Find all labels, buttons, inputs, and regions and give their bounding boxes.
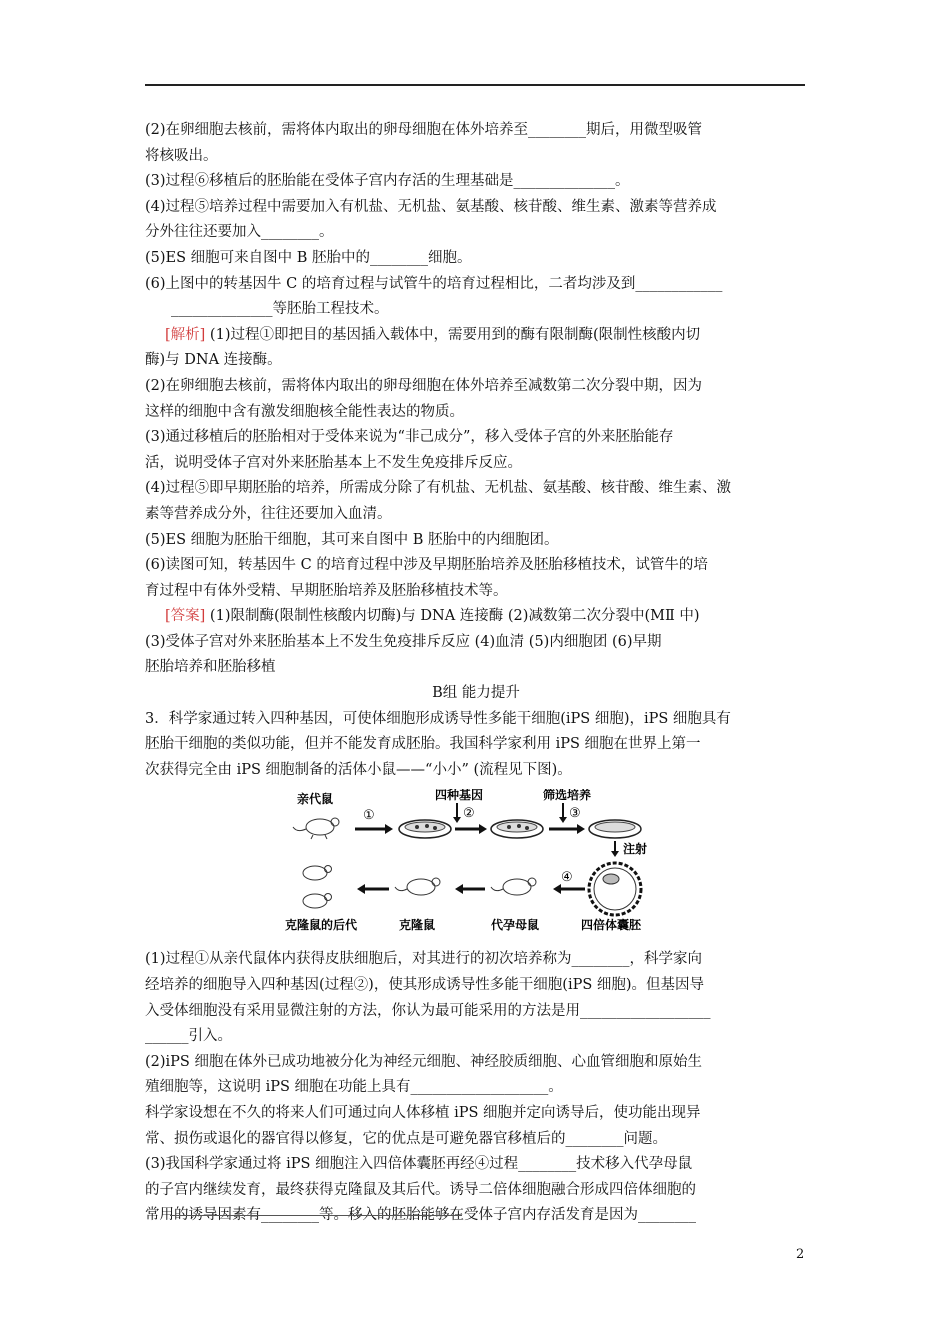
sub-1-line-2: 经培养的细胞导入四种基因(过程②)，使其形成诱导性多能干细胞(iPS 细胞)。但基因导 <box>145 977 705 994</box>
arrow-step-1 <box>355 808 393 834</box>
flow-diagram-svg <box>285 789 665 939</box>
analysis-3-line-2: 活，说明受体子宫对外来胚胎基本上不发生免疫排斥反应。 <box>145 454 522 471</box>
blastocyst-icon <box>589 863 641 915</box>
arrow-step-3 <box>549 803 585 834</box>
problem-3-line-2: 胚胎干细胞的类似功能，但并不能发育成胚胎。我国科学家利用 iPS 细胞在世界上第一 <box>145 736 701 753</box>
analysis-2-line-2: 这样的细胞中含有激发细胞核全能性表达的物质。 <box>145 403 464 420</box>
sub-2-line-1: (2)iPS 细胞在体外已成功地被分化为神经元细胞、神经胶质细胞、心血管细胞和原始生 <box>145 1053 702 1070</box>
sub-2-line-2: 殖细胞等，这说明 iPS 细胞在功能上具有___________________。 <box>145 1079 563 1096</box>
culture-dish-2-icon <box>491 820 543 838</box>
label-clone: 克隆鼠 <box>399 918 436 933</box>
footer-rule <box>170 1215 462 1216</box>
label-screen: 筛选培养 <box>543 789 592 803</box>
arrow-step-4 <box>553 870 585 894</box>
culture-dish-1-icon <box>399 820 451 838</box>
question-3: (3)过程⑥移植后的胚胎能在受体子宫内存活的生理基础是______________。 <box>145 173 630 190</box>
analysis-text: (1)过程①即把目的基因插入载体中，需要用到的酶有限制酶(限制性核酸内切 <box>205 326 701 343</box>
arrow-step-2 <box>453 803 487 834</box>
label-surrogate: 代孕母鼠 <box>491 918 540 933</box>
question-4-line-1: (4)过程⑤培养过程中需要加入有机盐、无机盐、氨基酸、核苷酸、维生素、激素等营养成 <box>145 198 717 215</box>
problem-3-line-1: 3．科学家通过转入四种基因，可使体细胞形成诱导性多能干细胞(iPS 细胞)，iPS 细胞具有 <box>145 710 731 727</box>
question-5: (5)ES 细胞可来自图中 B 胚胎中的________细胞。 <box>145 249 472 266</box>
problem-3-line-3: 次获得完全由 iPS 细胞制备的活体小鼠——“小小” (流程见下图)。 <box>145 761 572 778</box>
question-6-line-2: ______________等胚胎工程技术。 <box>171 301 389 318</box>
arrow-to-offspring <box>357 884 389 894</box>
step-1-label: ① <box>363 808 375 824</box>
analysis-6-line-1: (6)读图可知，转基因牛 C 的培育过程中涉及早期胚胎培养及胚胎移植技术，试管牛的培 <box>145 557 708 574</box>
question-6-line-1: (6)上图中的转基因牛 C 的培育过程与试管牛的培育过程相比，二者均涉及到____________ <box>145 275 723 292</box>
analysis-tag: [解析] <box>165 326 206 343</box>
sub-3-line-1: (3)我国科学家通过将 iPS 细胞注入四倍体囊胚再经④过程________技术移入代孕母鼠 <box>145 1156 693 1173</box>
step-4-label: ④ <box>561 870 573 886</box>
header-rule <box>145 84 805 86</box>
analysis-5: (5)ES 细胞为胚胎干细胞，其可来自图中 B 胚胎中的内细胞团。 <box>145 531 559 548</box>
group-title: B组 能力提升 <box>432 685 520 702</box>
label-blastocyst: 四倍体囊胚 <box>581 918 642 933</box>
answer-line-2: (3)受体子宫对外来胚胎基本上不发生免疫排斥反应 (4)血清 (5)内细胞团 (6)早期 <box>145 633 662 650</box>
sub-1-line-4: ______引入。 <box>145 1028 232 1045</box>
sub-1-line-3: 入受体细胞没有采用显微注射的方法，你认为最可能采用的方法是用__________________ <box>145 1002 711 1019</box>
label-parent: 亲代鼠 <box>297 792 334 807</box>
sub-2-line-3: 科学家设想在不久的将来人们可通过向人体移植 iPS 细胞并定向诱导后，使功能出现异 <box>145 1105 701 1121</box>
answer-line-3: 胚胎培养和胚胎移植 <box>145 659 276 676</box>
sub-1-line-1: (1)过程①从亲代鼠体内获得皮肤细胞后，对其进行的初次培养称为________，科学家向 <box>145 951 703 968</box>
culture-dish-3-icon <box>589 820 641 838</box>
label-genes: 四种基因 <box>435 789 484 803</box>
question-4-line-2: 分外往往还要加入________。 <box>145 224 334 241</box>
step-3-label: ③ <box>569 806 581 822</box>
question-2-line-2: 将核吸出。 <box>145 147 218 164</box>
page-content <box>145 118 807 1229</box>
sub-3-line-3: 常用的诱导因素有________等。移入的胚胎能够在受体子宫内存活发育是因为________ <box>145 1207 696 1224</box>
analysis-3-line-1: (3)通过移植后的胚胎相对于受体来说为“非己成分”，移入受体子宫的外来胚胎能存 <box>145 429 674 446</box>
offspring-mice-icon <box>303 866 332 909</box>
label-offspring: 克隆鼠的后代 <box>285 918 358 933</box>
analysis-line-2: 酶)与 DNA 连接酶。 <box>145 352 282 369</box>
page-number: 2 <box>796 1247 805 1262</box>
answer-line-1 <box>145 604 807 630</box>
analysis-4-line-1: (4)过程⑤即早期胚胎的培养，所需成分除了有机盐、无机盐、氨基酸、核苷酸、维生素、激 <box>145 480 732 497</box>
clone-mouse-icon <box>395 878 440 895</box>
flow-diagram <box>145 789 807 939</box>
analysis-2-line-1: (2)在卵细胞去核前，需将体内取出的卵母细胞在体外培养至减数第二次分裂中期，因为 <box>145 377 703 394</box>
answer-tag: [答案] <box>165 608 206 625</box>
answer-text: (1)限制酶(限制性核酸内切酶)与 DNA 连接酶 (2)减数第二次分裂中(MⅡ 中) <box>205 608 700 625</box>
arrow-inject <box>611 841 647 857</box>
analysis-4-line-2: 素等营养成分外，往往还要加入血清。 <box>145 505 392 522</box>
surrogate-mouse-icon <box>491 878 536 895</box>
analysis-6-line-2: 育过程中有体外受精、早期胚胎培养及胚胎移植技术等。 <box>145 582 508 599</box>
parent-mouse-icon <box>293 818 339 839</box>
label-inject: 注射 <box>623 842 648 857</box>
question-2-line-1: (2)在卵细胞去核前，需将体内取出的卵母细胞在体外培养至________期后，用微型吸管 <box>145 122 703 138</box>
arrow-to-clone <box>455 884 485 894</box>
sub-2-line-4: 常、损伤或退化的器官得以修复，它的优点是可避免器官移植后的________问题。 <box>145 1130 667 1147</box>
step-2-label: ② <box>463 806 475 822</box>
sub-3-line-2: 的子宫内继续发育，最终获得克隆鼠及其后代。诱导二倍体细胞融合形成四倍体细胞的 <box>145 1181 696 1198</box>
analysis-line-1 <box>145 323 807 349</box>
